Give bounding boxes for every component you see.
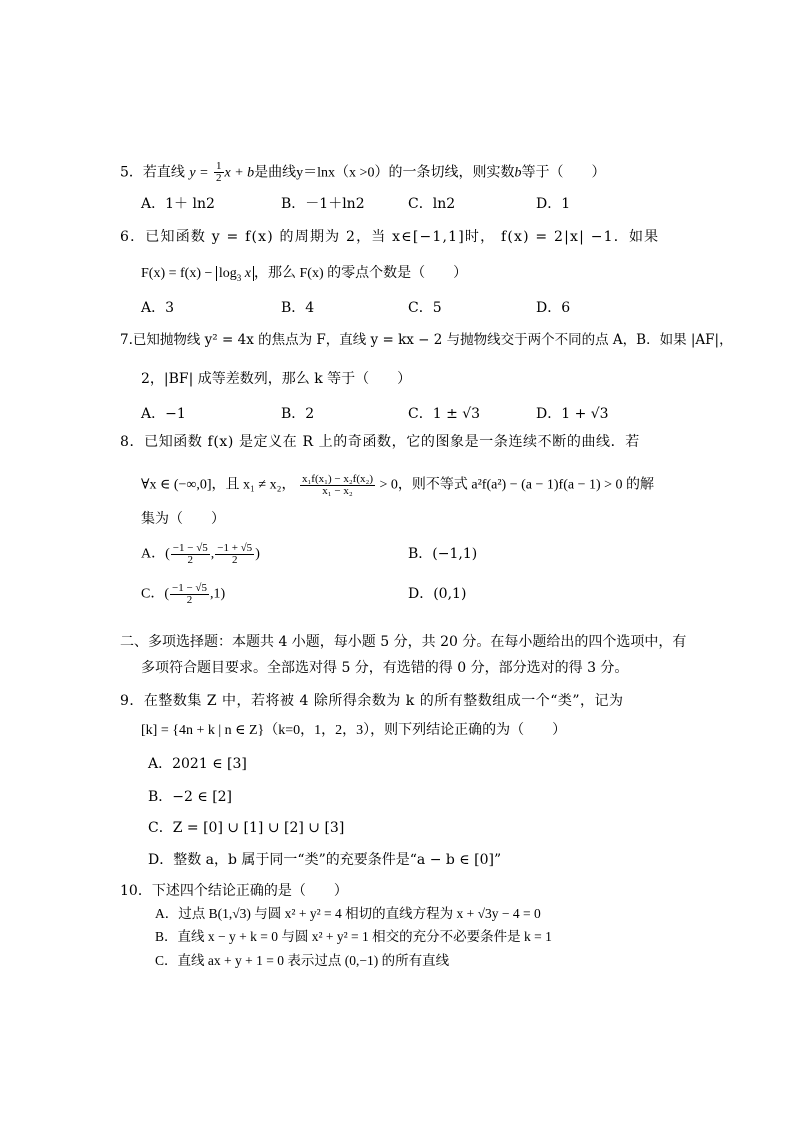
q9-option-b: B．−2 ∈ [2]: [148, 789, 233, 805]
q5-text-c: 的一条切线，则实数: [388, 164, 515, 181]
q9-line-1: 9．在整数集 Z 中，若将被 4 除所得余数为 k 的所有整数组成一个“类”，记为: [120, 693, 624, 709]
q6-option-d: D．6: [536, 300, 571, 316]
q5-eq-left: y =: [189, 165, 209, 181]
q5-fraction: $\frac{1}{2}$: [216, 160, 222, 184]
q7-option-b: B．2: [281, 406, 315, 422]
q6-line-2: [141, 265, 467, 287]
q6-option-b: B．4: [281, 300, 315, 316]
section2-heading-2: 多项符合题目要求。全部选对得 5 分，有选错的得 0 分，部分选对的得 3 分。: [141, 660, 629, 676]
q8-line-1: 8．已知函数 f(x) 是定义在 R 上的奇函数，它的图象是一条连续不断的曲线．若: [120, 434, 640, 450]
q8-option-c: C．( $\frac{-1 - √5}{2}$ ,1): [141, 582, 226, 606]
q5-text-a: 若直线: [142, 164, 185, 181]
q5-option-d: D．1: [536, 196, 571, 212]
q6-line-2-a: F(x) = f(x) −: [141, 266, 213, 281]
q10-option-b: B．直线 x − y + k = 0 与圆 x² + y² = 1 相交的充分不必要条件是 k = 1: [155, 929, 552, 944]
q6-line-2-b: ，那么 F(x) 的零点个数是（ ）: [254, 266, 468, 281]
q6-option-c: C．5: [408, 300, 442, 316]
q8-line-2: [141, 474, 654, 497]
q8-option-d: D．(0,1): [408, 586, 467, 602]
q7-line-1: 7.已知抛物线 y² = 4x 的焦点为 F，直线 y = kx − 2 与抛物线交于两个不同的点 A，B．如果 |AF|，: [120, 332, 733, 348]
q7-option-a: A．−1: [141, 406, 186, 422]
q5-text-d: 等于（ ）: [521, 164, 606, 181]
q8-option-b: B．(−1,1): [408, 546, 478, 562]
q5-eq-right: x + b: [224, 165, 255, 181]
q9-option-d: D．整数 a，b 属于同一“类”的充要条件是“a − b ∈ [0]”: [148, 852, 502, 868]
q10-option-a: A．过点 B(1,√3) 与圆 x² + y² = 4 相切的直线方程为 x + √3y − 4 = 0: [155, 906, 541, 921]
q5-option-b: B．－1＋ln2: [281, 196, 365, 212]
q7-option-c: C．1 ± √3: [408, 406, 481, 422]
q9-line-2: [k] = {4n + k | n ∈ Z}（k=0，1，2，3），则下列结论正确的为（ ）: [141, 723, 567, 738]
q5-number: 5．: [120, 164, 143, 181]
q6-option-a: A．3: [141, 300, 175, 316]
q7-line-2: 2，|BF| 成等差数列，那么 k 等于（ ）: [141, 371, 412, 387]
q10-option-c: C．直线 ax + y + 1 = 0 表示过点 (0,−1) 的所有直线: [155, 953, 450, 968]
q5-curve: y＝lnx（x >0）: [296, 165, 389, 181]
q10-line-1: 10．下述四个结论正确的是（ ）: [120, 883, 348, 899]
q8-line-3: 集为（ ）: [141, 511, 225, 527]
section2-heading: 二、多项选择题：本题共 4 小题，每小题 5 分，共 20 分。在每小题给出的四个选项中，有: [120, 634, 687, 650]
q6-line-1: 6．已知函数 y = f(x) 的周期为 2，当 x∈[−1,1]时， f(x) = 2|x| −1．如果: [120, 229, 660, 245]
q5-text-b: 是曲线: [254, 164, 297, 181]
q8-line-2-b: > 0，则不等式 a²f(a²) − (a − 1)f(a − 1) > 0 的解: [379, 477, 655, 493]
q8-fraction: $\frac{\text{x₁f(x₁) − x₂f(x₂)}}{\text{x₁ − x₂}}$: [301, 473, 373, 497]
q9-option-a: A．2021 ∈ [3]: [148, 756, 247, 772]
q7-option-d: D．1 + √3: [536, 406, 609, 422]
q5-option-c: C．ln2: [408, 196, 456, 212]
q8-line-2-a: ∀x ∈ (−∞,0]，且 x₁ ≠ x₂，: [141, 477, 296, 493]
q5-var: b: [514, 165, 522, 181]
q5-option-a: A．1＋ ln2: [141, 196, 215, 212]
q9-option-c: C．Z = [0] ∪ [1] ∪ [2] ∪ [3]: [148, 820, 345, 836]
q5-stem: [120, 161, 605, 184]
q6-abs-log: $\log_3 x$: [216, 266, 254, 281]
q8-option-a: A．( $\frac{-1 - √5}{2}$ , $\frac{-1 + √5}{2}$ ): [141, 542, 260, 566]
